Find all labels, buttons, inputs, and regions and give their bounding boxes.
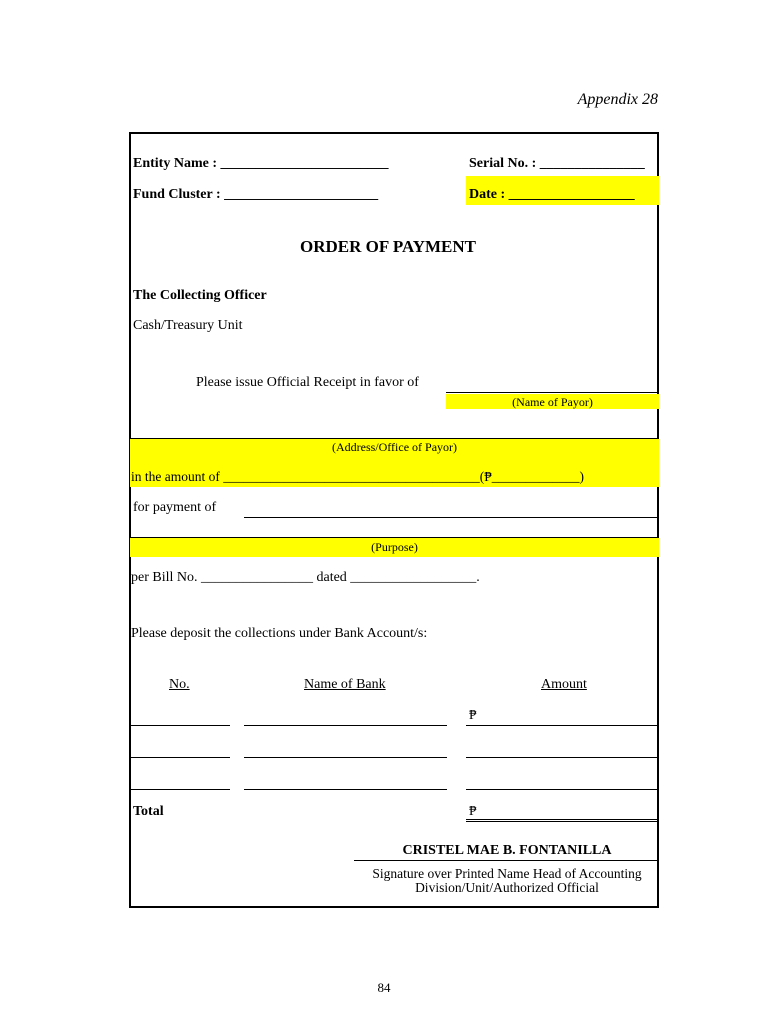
- form-title: ORDER OF PAYMENT: [300, 237, 476, 256]
- table-row-2-amount[interactable]: [466, 757, 659, 758]
- address-of-payor-caption: (Address/Office of Payor): [331, 440, 458, 454]
- signature-caption-line-1: Signature over Printed Name Head of Accounting: [372, 866, 642, 881]
- amount-field[interactable]: in the amount of ______________________________________(₱_____________): [131, 469, 584, 484]
- issue-receipt-text: Please issue Official Receipt in favor of: [196, 375, 419, 390]
- deposit-instruction: Please deposit the collections under Bank Account/s:: [131, 626, 428, 641]
- entity-name-field[interactable]: Entity Name : ________________________: [133, 156, 389, 171]
- total-peso-sign: ₱: [469, 803, 477, 818]
- table-row-2-bank[interactable]: [244, 757, 447, 758]
- cash-treasury-unit-label: Cash/Treasury Unit: [133, 318, 243, 333]
- table-row-1-amount[interactable]: [466, 725, 659, 726]
- table-row-2-no[interactable]: [131, 757, 230, 758]
- table-row-3-bank[interactable]: [244, 789, 447, 790]
- total-label: Total: [133, 804, 164, 819]
- for-payment-of-label: for payment of: [133, 500, 217, 515]
- column-header-no: No.: [169, 677, 190, 692]
- bill-number-field[interactable]: per Bill No. ________________ dated __________________.: [131, 570, 480, 585]
- column-header-amount: Amount: [541, 677, 587, 692]
- signatory-name: CRISTEL MAE B. FONTANILLA: [402, 843, 612, 858]
- signature-caption-line-2: Division/Unit/Authorized Official: [415, 880, 599, 895]
- peso-sign: ₱: [469, 707, 477, 722]
- purpose-caption: (Purpose): [371, 540, 418, 554]
- fund-cluster-field[interactable]: Fund Cluster : ______________________: [133, 187, 379, 202]
- collecting-officer-label: The Collecting Officer: [133, 288, 267, 303]
- table-row-1-no[interactable]: [131, 725, 230, 726]
- name-of-payor-caption: (Name of Payor): [512, 395, 593, 409]
- table-row-1-bank[interactable]: [244, 725, 447, 726]
- payment-for-line[interactable]: [244, 517, 659, 518]
- table-row-3-no[interactable]: [131, 789, 230, 790]
- purpose-top-line: [129, 537, 659, 538]
- column-header-name-of-bank: Name of Bank: [304, 677, 386, 692]
- table-row-3-amount[interactable]: [466, 789, 659, 790]
- appendix-label: Appendix 28: [577, 91, 658, 108]
- date-field[interactable]: Date : __________________: [469, 187, 635, 202]
- serial-no-field[interactable]: Serial No. : _______________: [469, 156, 645, 171]
- payor-name-line[interactable]: [446, 392, 659, 393]
- page-number: 84: [377, 980, 391, 995]
- signature-line: [354, 860, 659, 861]
- total-amount-line[interactable]: [466, 819, 659, 822]
